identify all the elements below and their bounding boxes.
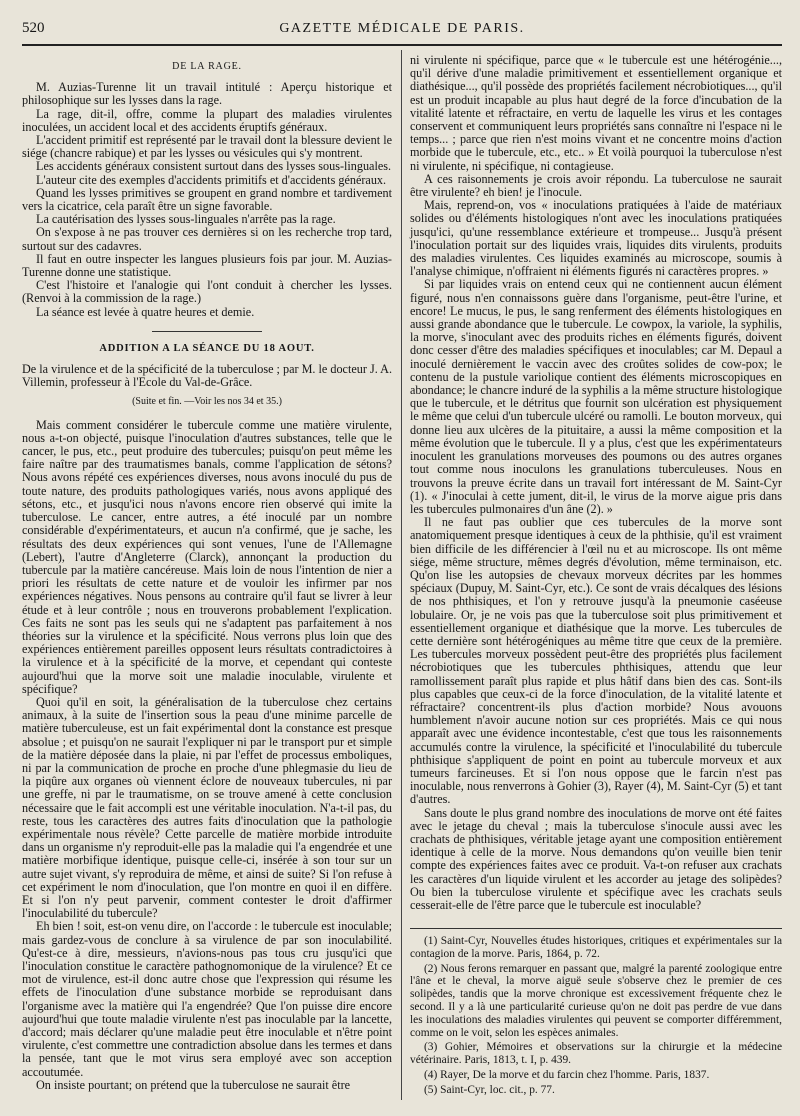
- footnote: (2) Nous ferons remarquer en passant que, malgré la parenté zoologique entre l'âne et le cheval, la morve aiguë seule s'observe chez le premier de ces solipèdes, tandis que la morve chronique est excessivement fréquente chez le second. Il y a là une particularité curieuse qu'on ne doit pas perdre de vue dans les inoculations des maladies virulentes qui peuvent se comporter différemment, comme on le voit, selon les espèces animales.: [410, 962, 782, 1039]
- footnote-rule: [410, 928, 782, 929]
- rage-paragraph: La cautérisation des lysses sous-linguales n'arrête pas la rage.: [36, 212, 336, 227]
- footnotes: [410, 928, 782, 1099]
- rage-paragraph: Il faut en outre inspecter les langues plusieurs fois par jour. M. Auzias-Turenne donne une statistique.: [22, 251, 392, 280]
- rage-paragraph: M. Auzias-Turenne lit un travail intitulé : Aperçu historique et philosophique sur les lysses dans la rage.: [22, 80, 392, 108]
- footnote: (3) Gohier, Mémoires et observations sur la chirurgie et la médecine vétérinaire. Paris, 1813, t. I, p. 439.: [410, 1041, 782, 1067]
- section-divider: [152, 331, 262, 332]
- footnote: (1) Saint-Cyr, Nouvelles études historiques, critiques et expérimentales sur la contagion de la morve. Paris, 1864, p. 72.: [410, 935, 782, 960]
- footnote: (4) Rayer, De la morve et du farcin chez l'homme. Paris, 1837.: [424, 1068, 710, 1081]
- article-paragraph: ni virulente ni spécifique, parce que « le tubercule est une hétérogénie..., qu'il dérive d'une maladie primitivement et essentiellement organique et diathésique..., qu'il possède des propriétés facilement nécrobiotiques..., qu'il est un produit incapable au plus haut degré de la force d'incubation de la vitalité latente et réfractaire, en vertu de laquelle les virus et les contages conservent et communiquent leurs propriétés sans connaître ni l'espace ni le temps... ; parce que rien n'est moins vivant et ne concentre moins d'action morbide que le tubercule, etc., etc.. » Et voilà pourquoi la tuberculose n'est ni virulente, ni spécifique, ni contagieuse.: [410, 53, 782, 173]
- article-paragraph: Mais, reprend-on, vos « inoculations pratiquées à l'aide de matériaux solides ou d'éléments histologiques n'ont avec les inoculations pratiquées jusqu'ici, qu'une ressemblance extérieure et trompeuse... Jusqu'à présent l'inoculation portait sur des liquides vrais, liquides dits virulents, produits des maladies virulentes. Ces liquides examinés au microscope, soumis à l'analyse chimique, n'offraient ni éléments figurés ni caractères propres. »: [410, 198, 782, 279]
- left-column: [22, 54, 392, 1092]
- right-column: [410, 54, 782, 912]
- page-number: 520: [22, 20, 45, 36]
- rage-paragraph: Les accidents généraux consistent surtout dans des lysses sous-linguales.: [36, 159, 392, 174]
- continuation-note: (Suite et fin. —Voir les nos 34 et 35.): [132, 396, 282, 408]
- footnote: (5) Saint-Cyr, loc. cit., p. 77.: [424, 1083, 555, 1096]
- article-paragraph: Sans doute le plus grand nombre des inoculations de morve ont été faites avec le jetage du cheval ; mais la tuberculose s'inocule aussi avec les crachats de phthisiques, véritable jetage ayant une composition entièrement identique à celle de la morve. Nous demandons qu'on veuille bien tenir compte des expériences faites avec ce produit. Va-t-on refuser aux crachats les caractères d'un liquide virulent et les accorder au jetage des solipèdes? Ou bien la tuberculose virulente et spécifique avec les crachats seuls cesserait-elle de l'être parce que le tubercule est inoculable?: [410, 805, 782, 912]
- article-title: De la virulence et de la spécificité de la tuberculose ; par M. le docteur J. A. Villemin, professeur à l'Ecole du Val-de-Grâce.: [22, 362, 392, 390]
- article-paragraph: Mais comment considérer le tubercule comme une matière virulente, nous a-t-on objecté, puisque l'inoculation d'autres substances, telle que le cancer, le pus, etc., peut produire des tubercules; puisqu'on peut même les faire naître par des traumatismes banals, comme l'application de sétons? Nous avons répété ces expériences diverses, nous avons inoculé du pus de toute nature, des produits pathologiques variés, nous avons appliqué des sétons, etc., et jusqu'ici nous n'avons encore rien observé qui imite la tuberculose. Le cancer, entre autres, a été inoculé par un nombre considérable d'expérimentateurs, et aucun n'a confirmé, que je sache, les résultats des deux expériences qui sont venues, l'une de l'Allemagne (Lebert), l'autre d'Angleterre (Clarck), annonçant la production du tubercule par la matière cancéreuse. Mais loin de nous l'intention de nier a priori les résultats de cette nature et de vouloir les infirmer par nos expériences négatives. Nous pensons au contraire qu'il faut se livrer à leur étude et à leur contrôle ; nous en trouverons probablement l'explication. Ces faits ne sont pas les seuls qui ne s'adaptent pas parfaitement à nos théories sur la virulence et la spécificité. Nous verrons plus loin que des expériences entièrement pareilles opposent leurs résultats contradictoires à la virulence et à la spécificité de la morve, et cependant qui conteste aujourd'hui que la morve soit une maladie inoculable, virulente et spécifique?: [22, 417, 392, 696]
- rage-heading: DE LA RAGE.: [172, 61, 242, 72]
- rage-paragraph: Quand les lysses primitives se groupent en grand nombre et tardivement vers la cicatrice, cela paraît être un signe favorable.: [22, 185, 392, 214]
- journal-title: GAZETTE MÉDICALE DE PARIS.: [279, 21, 525, 36]
- addition-heading: ADDITION A LA SÉANCE DU 18 AOUT.: [99, 342, 315, 354]
- column-separator: [401, 50, 402, 1100]
- article-paragraph: Quoi qu'il en soit, la généralisation de la tuberculose chez certains animaux, à la suite de l'insertion sous la peau d'une minime parcelle de matière tuberculeuse, est un fait expérimental dont la constance est presque absolue ; et puisqu'on ne saurait l'expliquer ni par le transport pur et simple de la matière déposée dans la plaie, ni par l'effet de processus emboliques, ni par la communication de proche en proche d'une phlegmasie du lieu de la piqûre aux organes où viennent éclore de nouveaux tubercules, ni par une greffe, ni par le traumatisme, on se trouve amené à cette conclusion nécessaire que le fait accompli est une véritable inoculation. N'a-t-il pas, du reste, tous les caractères des autres faits d'inoculation que la pathologie expérimentale nous révèle? Cette parcelle de matière morbide introduite dans un organisme n'y reproduit-elle pas la maladie qui l'a engendrée et une matière morbifique identique, puisque celle-ci, insérée à son tour sur un autre sujet vivant, s'y reproduira de même, et ainsi de suite? Si l'on refuse à cet expériment le nom d'inoculation, que l'on montre en quoi il en diffère. Et si l'on n'y peut parvenir, comment contester le droit d'affirmer l'inoculabilité du tubercule?: [22, 694, 392, 921]
- rage-paragraph: On s'expose à ne pas trouver ces dernières si on les recherche trop tard, surtout sur des cadavres.: [22, 225, 392, 253]
- rage-paragraph: L'auteur cite des exemples d'accidents primitifs et d'accidents généraux.: [36, 172, 387, 187]
- rage-paragraph: La séance est levée à quatre heures et demie.: [36, 304, 255, 319]
- article-paragraph: Il ne faut pas oublier que ces tubercules de la morve sont anatomiquement presque identiques à ceux de la phthisie, qu'il est vraiment bien difficile de les différencier à l'œil nu et au microscope. Ils ont même siége, même structure, mêmes degrés d'évolution, même terminaison, etc. Qu'on lise les autopsies de chevaux morveux décrites par les hommes spéciaux (Dupuy, M. Saint-Cyr, etc.). Ce sont de vrais décalques des lésions de nos phthisiques, et l'on y retrouve jusqu'à la pneumonie caséeuse lobulaire. Or, je ne vois pas que la tuberculose soit plus primitivement et essentiellement organique et diathésique que la morve. Les tubercules de cette dernière sont hétérogéniques au même titre que ceux de la première. Les tubercules morveux possèdent peut-être des propriétés plus facilement nécrobiotiques que les tubercules phthisiques, attendu que leur ramollissement paraît plus rapide et plus hâtif dans bien des cas. Sont-ils plus capables que ceux-ci de la force d'inoculation, de la vitalité latente et réfractaire? concentrent-ils plus d'action morbide? Nous avouons humblement n'avoir aucune notion sur ces propriétés. Mais ce qui nous apparaît avec une évidence incontestable, c'est que tous les raisonnements accumulés contre la virulence, la spécificité et l'inoculabilité du tubercule phthisique s'appliquent de point en point au tubercule morveux et aux tumeurs farcineuses. Et si l'on nous oppose que le farcin n'est pas inoculable, nous renverrons à Gohier (3), Rayer (4), M. Saint-Cyr (5) et tant d'autres.: [410, 515, 782, 807]
- header-rule: [22, 44, 782, 46]
- article-paragraph: A ces raisonnements je crois avoir répondu. La tuberculose ne saurait être virulente? eh bien! je l'inocule.: [410, 171, 782, 200]
- article-paragraph: Si par liquides vrais on entend ceux qui ne contiennent aucun élément figuré, nous n'en connaissons guère dans l'organisme, peut-être l'urine, et encore! Le mucus, le pus, le sang renferment des éléments histologiques en aussi grande abondance que le tubercule. Le cowpox, la variole, la syphilis, la morve, s'inoculant avec des produits riches en éléments figurés, doivent donc cesser d'être des maladies spécifiques et inoculables; car M. Depaul a inoculé dernièrement le vaccin avec des croûtes solides de cow-pox; le contenu de la pustule variolique contient des éléments microscopiques en abondance; le chancre induré de la syphilis a la même structure histologique que le tubercule, et le détritus que fournit son ulcération est physiquement le même que celui d'un tubercule ulcéré ou ramolli. Le bouton morveux, qui donne lieu aux ulcères de la pituitaire, a aussi la même composition et la même évolution que le tubercule. Il y a plus, c'est que les expérimentateurs inoculent les granulations morveuses des poumons ou des autres organes tout comme nous inoculons les granulations tuberculeuses. Nous en trouvons la preuve écrite dans un travail fort intéressant de M. Saint-Cyr (1). « J'inoculai à cette jument, dit-il, le virus de la morve aigue pris dans les tubercules pulmonaires d'un âne (2). »: [410, 277, 782, 516]
- page-header: [22, 18, 782, 44]
- article-paragraph: Eh bien ! soit, est-on venu dire, on l'accorde : le tubercule est inoculable; mais gardez-vous de conclure à sa virulence de par son inoculabilité. Qu'est-ce à dire, messieurs, n'avions-nous pas tous cru jusqu'ici que l'inoculation constitue le caractère pathognomonique de la virulence? Et ce mot de virulence, est-il donc autre chose que l'expression qui résume les effets de l'inoculation d'une substance morbide se reproduisant dans l'organisme avec la matière qui l'a engendrée? Que l'on puisse dire encore aujourd'hui que toute maladie virulente n'est pas inoculable par la lancette, d'accord; mais déclarer qu'une maladie peut être inoculable et n'être point virulente, c'est commettre une contradiction absolue dans les termes et dans la pensée, tant que le mot virus sera employé avec son acception accoutumée.: [22, 919, 392, 1079]
- article-paragraph: On insiste pourtant; on prétend que la tuberculose ne saurait être: [36, 1077, 351, 1092]
- rage-paragraph: La rage, dit-il, offre, comme la plupart des maladies virulentes inoculées, un accident local et des accidents éruptifs généraux.: [22, 106, 392, 134]
- rage-paragraph: L'accident primitif est représenté par le travail dont la blessure devient le siége (chancre rabique) et par les lysses ou vésicules qui s'y montrent.: [22, 133, 392, 161]
- rage-paragraph: C'est l'histoire et l'analogie qui l'ont conduit à chercher les lysses. (Renvoi à la commission de la rage.): [22, 278, 392, 306]
